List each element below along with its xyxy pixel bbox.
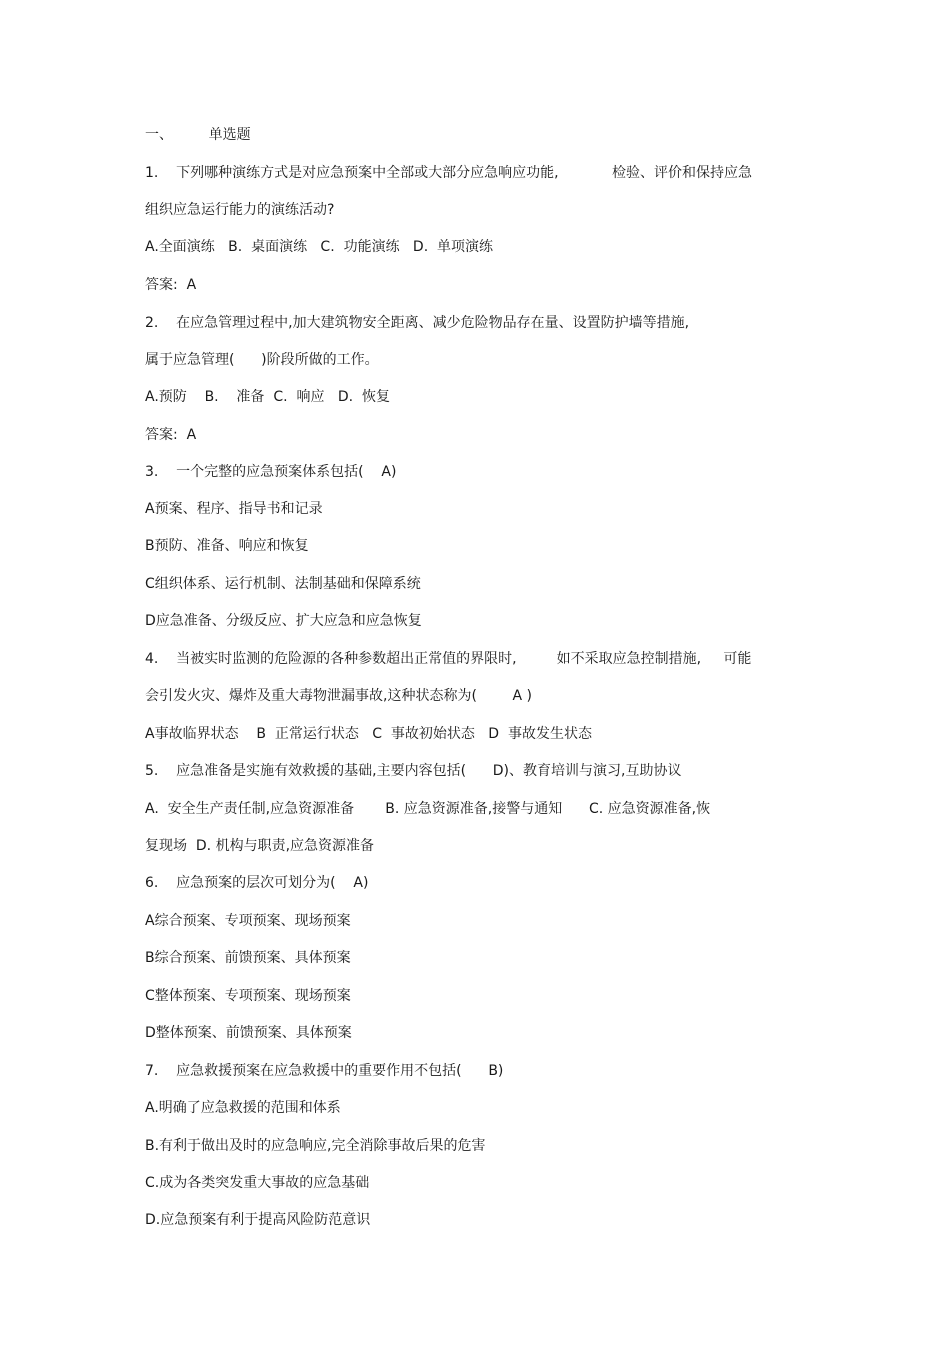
q1-stem-line1: 1. 下列哪种演练方式是对应急预案中全部或大部分应急响应功能, 检验、评价和保持应急 bbox=[145, 165, 753, 181]
q1-stem-line2: 组织应急运行能力的演练活动? bbox=[145, 202, 335, 218]
q7-option-d: D.应急预案有利于提高风险防范意识 bbox=[145, 1212, 371, 1228]
q4-stem-line1: 4. 当被实时监测的危险源的各种参数超出正常值的界限时, 如不采取应急控制措施, 可能 bbox=[145, 651, 752, 667]
q6-stem: 6. 应急预案的层次可划分为( A) bbox=[145, 875, 369, 891]
q6-option-a: A综合预案、专项预案、现场预案 bbox=[145, 913, 351, 929]
q3-option-d: D应急准备、分级反应、扩大应急和应急恢复 bbox=[145, 613, 422, 629]
q3-option-a: A预案、程序、指导书和记录 bbox=[145, 501, 323, 517]
q2-stem-line1: 2. 在应急管理过程中,加大建筑物安全距离、减少危险物品存在量、设置防护墙等措施, bbox=[145, 315, 690, 331]
q2-stem-line2: 属于应急管理( )阶段所做的工作。 bbox=[145, 352, 379, 368]
q2-answer: 答案: A bbox=[145, 427, 197, 443]
q3-option-c: C组织体系、运行机制、法制基础和保障系统 bbox=[145, 576, 421, 592]
q4-options: A事故临界状态 B 正常运行状态 C 事故初始状态 D 事故发生状态 bbox=[145, 726, 592, 742]
q6-option-c: C整体预案、专项预案、现场预案 bbox=[145, 988, 351, 1004]
q4-stem-line2: 会引发火灾、爆炸及重大毒物泄漏事故,这种状态称为( A ) bbox=[145, 688, 533, 704]
q6-option-b: B综合预案、前馈预案、具体预案 bbox=[145, 950, 351, 966]
q1-options: A.全面演练 B. 桌面演练 C. 功能演练 D. 单项演练 bbox=[145, 239, 494, 255]
q7-stem: 7. 应急救援预案在应急救援中的重要作用不包括( B) bbox=[145, 1063, 504, 1079]
q1-answer: 答案: A bbox=[145, 277, 197, 293]
section-heading: 一、 单选题 bbox=[145, 127, 251, 143]
q7-option-c: C.成为各类突发重大事故的应急基础 bbox=[145, 1175, 370, 1191]
q5-options-line2: 复现场 D. 机构与职责,应急资源准备 bbox=[145, 838, 375, 854]
q7-option-a: A.明确了应急救援的范围和体系 bbox=[145, 1100, 341, 1116]
q5-options-line1: A. 安全生产责任制,应急资源准备 B. 应急资源准备,接警与通知 C. 应急资源准备,恢 bbox=[145, 801, 711, 817]
q5-stem: 5. 应急准备是实施有效救援的基础,主要内容包括( D)、教育培训与演习,互助协议 bbox=[145, 763, 682, 779]
q2-options: A.预防 B. 准备 C. 响应 D. 恢复 bbox=[145, 389, 390, 405]
q3-stem: 3. 一个完整的应急预案体系包括( A) bbox=[145, 464, 397, 480]
q6-option-d: D整体预案、前馈预案、具体预案 bbox=[145, 1025, 352, 1041]
q7-option-b: B.有利于做出及时的应急响应,完全消除事故后果的危害 bbox=[145, 1138, 486, 1154]
q3-option-b: B预防、准备、响应和恢复 bbox=[145, 538, 309, 554]
